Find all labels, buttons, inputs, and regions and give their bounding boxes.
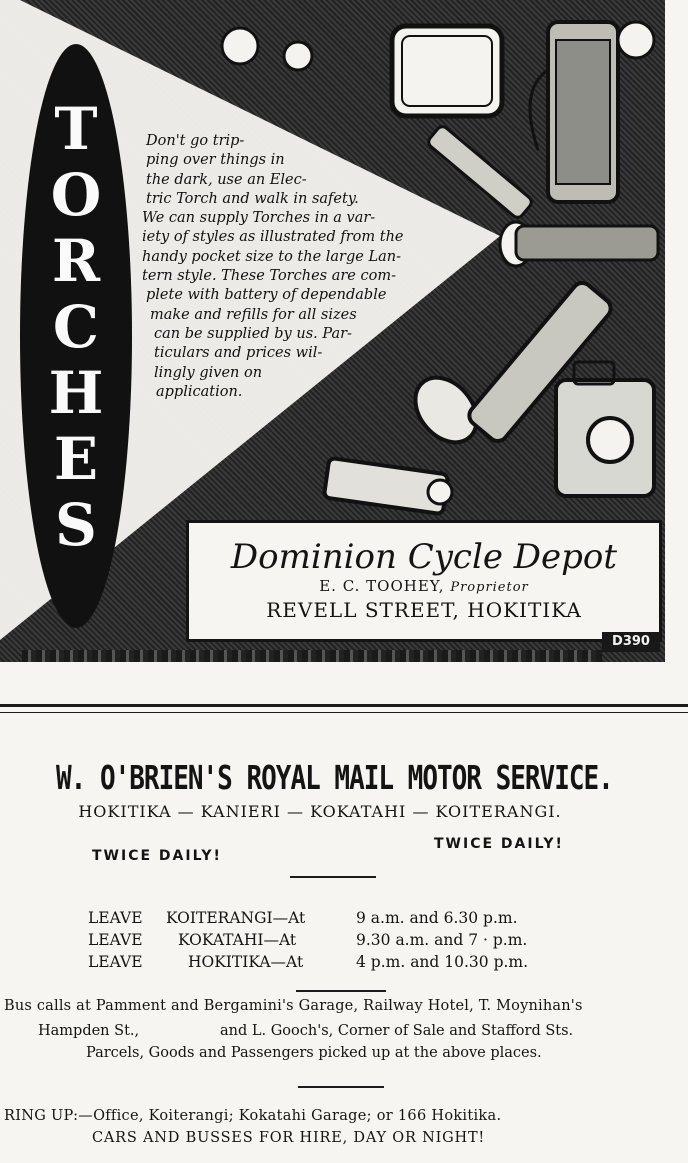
times-label: 9 a.m. and 6.30 p.m. [356,909,518,927]
title-letter: R [51,227,101,295]
hire-line: CARS AND BUSSES FOR HIRE, DAY OR NIGHT! [92,1130,486,1146]
advert-blurb [142,132,472,402]
leave-label: LEAVE [88,931,143,949]
advert-code: D390 [602,632,660,652]
blurb-line: can be supplied by us. Par- [154,325,352,342]
street-address: REVELL STREET, HOKITIKA [266,598,582,622]
divider-3 [298,1086,384,1088]
depot-panel [186,520,662,642]
lantern-torch-icon [530,22,654,202]
blurb-line: handy pocket size to the large Lan- [142,248,401,265]
place-label: KOKATAHI—At [178,931,297,949]
bus-stops-line-1: Bus calls at Pamment and Bergamini's Garage, Railway Hotel, T. Moynihan's [4,998,583,1014]
times-label: 4 p.m. and 10.30 p.m. [356,953,529,971]
headline: W. O'BRIEN'S ROYAL MAIL MOTOR SERVICE. [56,760,613,798]
blurb-line: lingly given on [154,364,263,381]
box-lamp-icon [556,362,654,496]
blurb-line: Don't go trip- [146,133,245,149]
blurb-line: ping over things in [146,152,285,169]
flat-torch-icon [392,26,502,116]
blurb-line: ticulars and prices wil- [154,345,323,362]
times-label: 9.30 a.m. and 7 · p.m. [356,931,528,949]
long-torch-icon [500,222,658,266]
battery-torch-icon [324,458,452,514]
title-letter: H [48,359,104,427]
blurb-line: We can supply Torches in a var- [142,210,376,227]
divider-1 [290,876,376,878]
leave-label: LEAVE [88,909,143,927]
column-divider-thin [0,712,688,713]
title-letter: S [55,491,97,559]
schedule-row [88,908,518,928]
torches-title [26,96,126,558]
halftone-strip [22,650,602,662]
title-letter: E [53,425,99,493]
title-letter: T [54,95,98,163]
blurb-line: iety of styles as illustrated from the [142,229,404,246]
title-letter: O [50,161,102,229]
blurb-line: make and refills for all sizes [150,306,357,323]
proprietor-role: Proprietor [450,580,529,595]
blurb-line: tern style. These Torches are com- [142,268,396,285]
blurb-line: application. [156,383,243,400]
blurb-line: the dark, use an Elec- [146,171,307,188]
schedule-row [88,930,527,950]
blurb-line: plete with battery of dependable [146,287,387,304]
bus-stops-line-2b: and L. Gooch's, Corner of Sale and Stafford Sts. [220,1023,574,1039]
twice-daily-left: TWICE DAILY! [92,848,222,864]
twice-daily-right: TWICE DAILY! [434,836,564,852]
proprietor-name: E. C. TOOHEY, [319,577,445,595]
bus-stops-line-2a: Hampden St., [38,1023,140,1039]
bus-stops-line-3: Parcels, Goods and Passengers picked up at the above places. [86,1045,542,1061]
bus-stops-line-2 [38,1023,573,1039]
divider-2 [296,990,386,992]
route-line: HOKITIKA — KANIERI — KOKATAHI — KOITERANGI. [78,802,562,821]
place-label: KOITERANGI—At [166,909,306,927]
title-letter: C [52,293,100,361]
schedule-row [88,952,528,972]
place-label: HOKITIKA—At [188,953,304,971]
blurb-line: tric Torch and walk in safety. [146,190,359,207]
leave-label: LEAVE [88,953,143,971]
column-divider-thick [0,704,688,707]
ring-up-line: RING UP:—Office, Koiterangi; Kokatahi Garage; or 166 Hokitika. [4,1108,502,1124]
business-name: Dominion Cycle Depot [230,537,618,577]
small-bulb-icon [222,28,312,70]
proprietor-line [189,577,659,597]
